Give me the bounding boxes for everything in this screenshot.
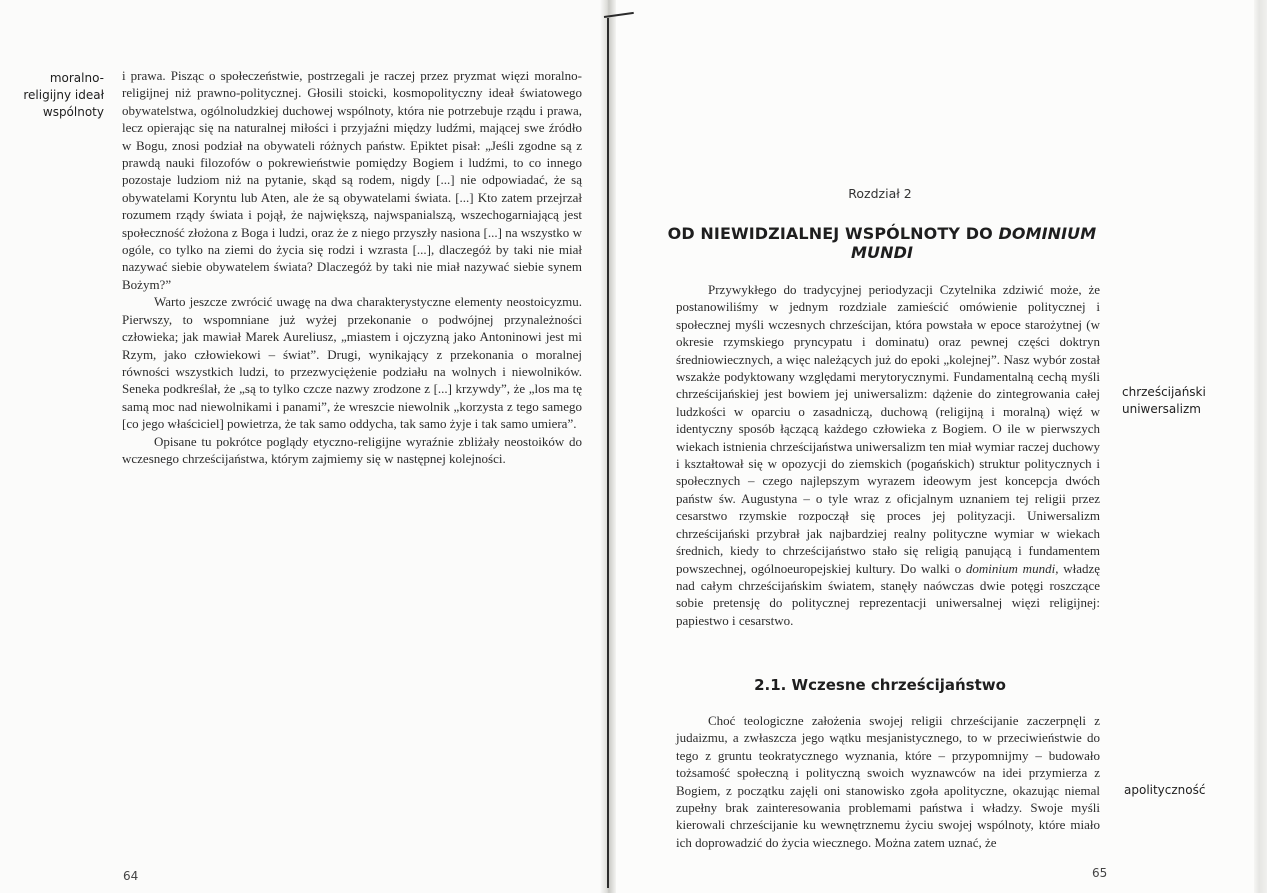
right-page-intro [676,281,1100,629]
page-edge-shadow [1254,0,1267,893]
intro-text-italic: dominium mundi [965,560,1056,576]
page-number-right: 65 [1092,866,1108,880]
left-paragraph-3: Opisane tu pokrótce poglądy etyczno-religijne wyraźnie zbliżały neostoików do wczesnego chrześcijaństwa, którym zajmiemy się w następnej kolejności. [122,433,582,466]
page-number-left: 64 [123,869,139,883]
left-paragraph-1: i prawa. Pisząc o społeczeństwie, postrzegali je raczej przez pryzmat więzi moralno-religijnej niż prawno-politycznej. Głosili stoicki, kosmopolityczny ideał światowego obywatelstwa, ogólnoludzkiej duchowej wspólnoty, która nie potrzebuje rządu i prawa, lecz opierając się na naturalnej miłości i przyjaźni między ludźmi, mającej swe źródło w Bogu, znosi podział na obywateli różnych państw. Epiktet pisał: „Jeśli zgodne są z prawdą nauki filozofów o pokrewieństwie pomiędzy Bogiem i ludźmi, to co innego pozostaje ludziom niż na pytanie, skąd są rodem, nigdy [...] nie odpowiadać, że są obywatelami Koryntu lub Aten, ale że są obywatelami świata. [...] Kto zatem przejrzał rozumem rządy świata i pojął, że największą, najwspanialszą, wszechogarniającą jest społeczność złożona z Boga i ludzi, oraz że z niego przyszły nasiona [...] na wszystko w ogóle, co tylko na ziemi do życia się rodzi i wzrasta [...], dlaczegóż by taki nie miał nazywać siebie obywatelem świata? Dlaczegóż by taki nie miał nazywać siebie synem Bożym?” [122,68,582,292]
margin-note-apolitical: apolityczność [1124,783,1206,797]
chapter-title-prefix: OD NIEWIDZIALNEJ WSPÓLNOTY DO [667,224,993,243]
section-title: 2.1. Wczesne chrześcijaństwo [754,676,1006,694]
chapter-label: Rozdział 2 [848,186,912,201]
right-page-section-body [676,712,1100,851]
chapter-title-italic: DOMINIUM MUNDI [850,224,1097,262]
intro-text-b: , władzę nad całym chrześcijańskim światem, stanęły naówczas dwie potęgi roszczące sobie pretensję do politycznej reprezentacji uniwersalnej więzi religijnej: papiestwo i cesarstwo. [676,560,1101,628]
margin-note-universalism: chrześcijański uniwersalizm [1122,385,1206,416]
page-fold-line [607,18,609,888]
section-paragraph: Choć teologiczne założenia swojej religii chrześcijanie zaczerpnęli z judaizmu, a zwłaszcza jego wątku mesjanistycznego, to w przeciwieństwie do tego z gruntu teokratycznego wyznania, które – przypomnijmy – budowało tożsamość społeczną i polityczną swoich wyznawców na idei przymierza z Bogiem, z początku zajęli oni stanowisko zgoła apolityczne, okazując niemal zupełny brak zainteresowania problemami państwa i władzy. Swoje myśli kierowali chrześcijanie ku wewnętrznemu życiu swojej wspólnoty, które miało ich doprowadzić do życia wiecznego. Można zatem uznać, że [676,713,1100,850]
left-paragraph-2: Warto jeszcze zwrócić uwagę na dwa charakterystyczne elementy neostoicyzmu. Pierwszy, to wspomniane już wyżej przekonanie o podwójnej przynależności człowieka; jak mawiał Marek Aureliusz, „miastem i ojczyzną jako Antoninowi jest mi Rzym, jako człowiekowi – świat”. Drugi, wynikający z przekonania o moralnej równości wszystkich ludzi, to przezwyciężenie podziału na wolnych i niewolników. Seneka podkreślał, że „są to tylko czcze nazwy zrodzone z [...] krzywdy”, że „los ma tę samą moc nad niewolnikami i panami”, że wreszcie niewolnik „korzysta z tego samego [co jego właściciel] powietrza, że tak samo oddycha, tak samo żyje i tak samo umiera”. [122,294,582,432]
chapter-title [652,224,1112,262]
intro-paragraph [676,281,1100,629]
margin-note-moral-ideal: moralno-religijny ideał wspólnoty [23,71,104,119]
intro-text-a: Przywykłego do tradycyjnej periodyzacji Czytelnika zdziwić może, że postanowiliśmy w jednym rozdziale zamieścić omówienie politycznej i społecznej myśli wczesnych chrześcijan, która powstała w epoce starożytnej (w okresie rzymskiego pryncypatu i dominatu) oraz pewnej części doktryn średniowiecznych, a więc należących już do epoki „kolejnej”. Nasz wybór został wszakże podyktowany względami merytorycznymi. Fundamentalną cechą myśli chrześcijańskiej jest bowiem jej uniwersalizm: dążenie do zintegrowania całej ludzkości w oparciu o zasadniczą, duchową (religijną i moralną) więź w identyczny sposób łączącą każdego człowieka z Bogiem. O ile w pierwszych wiekach istnienia chrześcijaństwa uniwersalizm ten miał wymiar raczej duchowy i kształtował się w opozycji do ziemskich (pogańskich) struktur politycznych i społecznych – czego najlepszym wyrazem ideowym jest koncepcja dwóch państw św. Augustyna – o tyle wraz z oficjalnym uznaniem tej religii przez cesarstwo rzymskie rozpoczął się proces jej polityzacji. Uniwersalizm chrześcijański przybrał jak najbardziej realny polityczne wymiar w wiekach średnich, kiedy to chrześcijaństwo stało się religią panującą i fundamentem powszechnej, ogólnoeuropejskiej kultury. Do walki o [676,282,1100,576]
left-page-body [122,67,582,467]
